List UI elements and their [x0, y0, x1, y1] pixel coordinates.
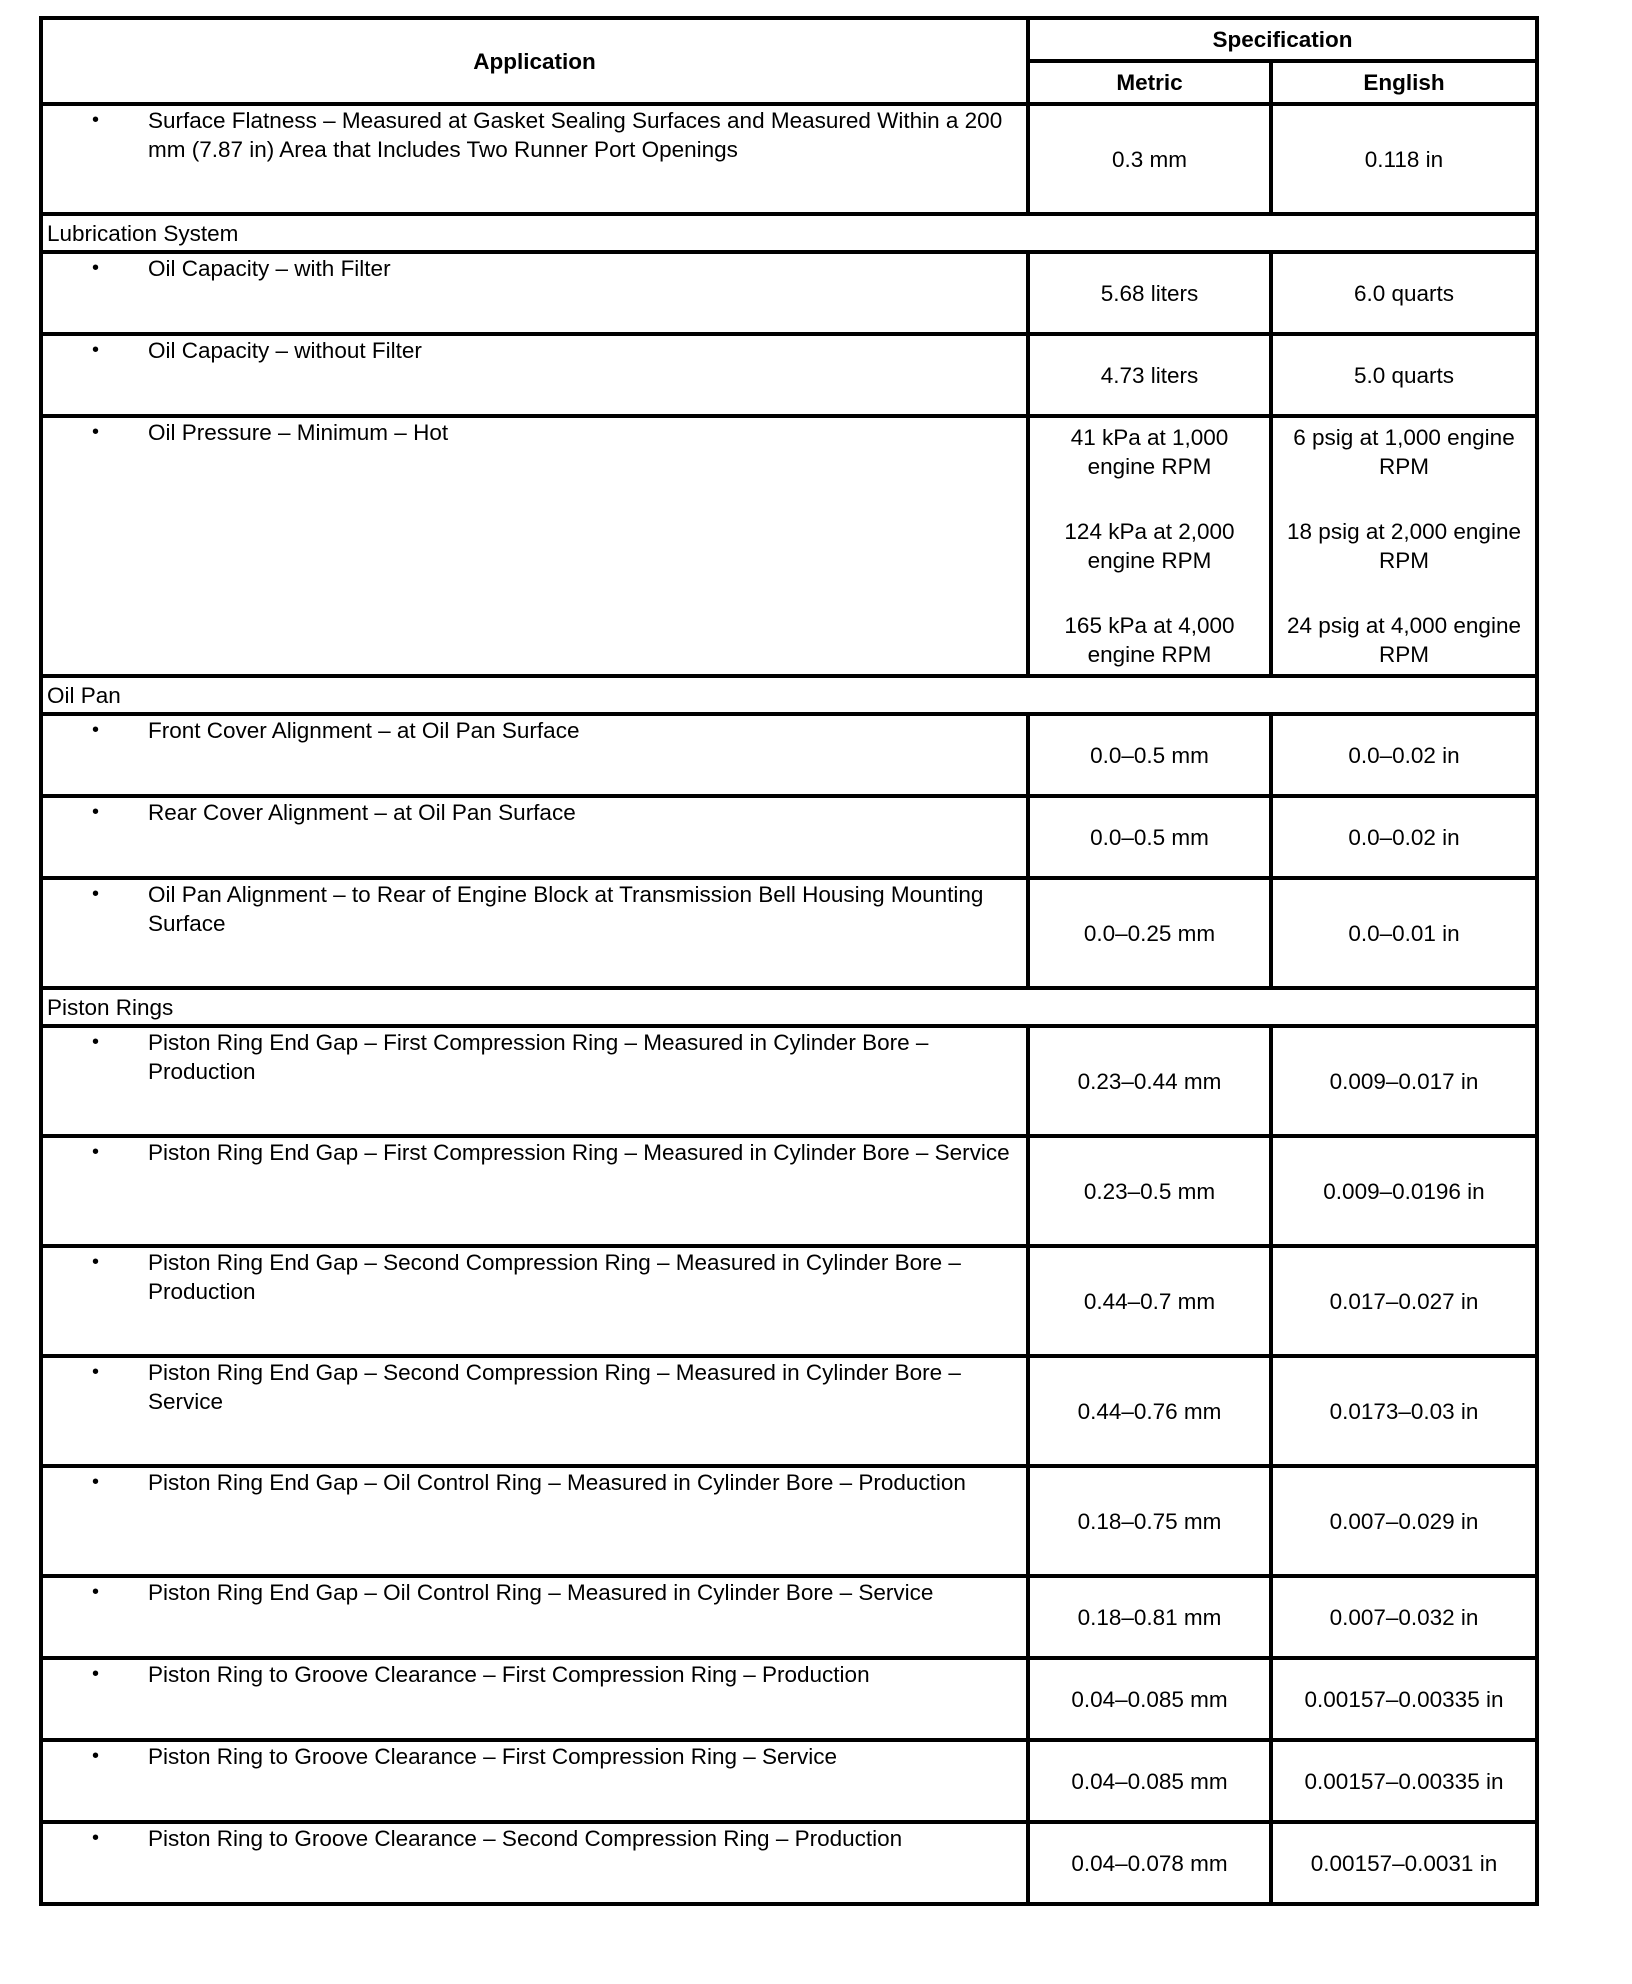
english-values	[1273, 141, 1535, 178]
bullet-icon: •	[91, 719, 99, 741]
english-value: 5.0 quarts	[1353, 362, 1455, 388]
english-values	[1273, 737, 1535, 774]
application-text: Rear Cover Alignment – at Oil Pan Surface	[148, 800, 576, 825]
application-text: Surface Flatness – Measured at Gasket Sealing Surfaces and Measured Within a 200 mm (7.87 in) Area that Includes Two Runner Port Openings	[148, 108, 1003, 162]
english-values	[1273, 1503, 1535, 1540]
metric-values	[1030, 419, 1269, 673]
english-cell	[1271, 416, 1537, 676]
english-values	[1273, 275, 1535, 312]
metric-value: 41 kPa at 1,000 engine RPM	[1070, 425, 1229, 479]
metric-cell	[1028, 334, 1271, 416]
metric-value: 0.23–0.5 mm	[1083, 1178, 1216, 1204]
spec-row	[41, 1740, 1537, 1822]
list-item	[43, 1468, 1026, 1497]
application-cell	[41, 334, 1028, 416]
english-cell	[1271, 878, 1537, 988]
metric-cell	[1028, 1356, 1271, 1466]
english-cell	[1271, 714, 1537, 796]
metric-value: 124 kPa at 2,000 engine RPM	[1064, 519, 1235, 573]
metric-value: 0.44–0.7 mm	[1083, 1288, 1216, 1314]
metric-values	[1030, 1283, 1269, 1320]
metric-cell	[1028, 252, 1271, 334]
application-cell	[41, 1466, 1028, 1576]
english-cell	[1271, 1356, 1537, 1466]
header-row	[41, 18, 1537, 61]
section-title: Piston Rings	[41, 988, 1537, 1026]
english-cell	[1271, 1740, 1537, 1822]
metric-values	[1030, 357, 1269, 394]
metric-value: 0.23–0.44 mm	[1077, 1068, 1222, 1094]
application-text: Piston Ring to Groove Clearance – Second Compression Ring – Production	[148, 1826, 903, 1851]
english-cell	[1271, 334, 1537, 416]
section-title: Lubrication System	[41, 214, 1537, 252]
list-item	[43, 798, 1026, 827]
bullet-icon: •	[91, 1251, 99, 1273]
application-text: Piston Ring End Gap – Oil Control Ring – Measured in Cylinder Bore – Service	[148, 1580, 934, 1605]
list-item	[43, 106, 1026, 164]
application-cell	[41, 1026, 1028, 1136]
application-text: Oil Capacity – without Filter	[148, 338, 422, 363]
list-item	[43, 418, 1026, 447]
metric-cell	[1028, 714, 1271, 796]
english-value: 0.009–0.0196 in	[1323, 1178, 1485, 1204]
metric-value: 0.0–0.5 mm	[1090, 742, 1209, 768]
english-cell	[1271, 1658, 1537, 1740]
section-row	[41, 988, 1537, 1026]
spec-row	[41, 1136, 1537, 1246]
bullet-icon: •	[91, 1827, 99, 1849]
application-text: Piston Ring End Gap – Second Compression Ring – Measured in Cylinder Bore – Production	[148, 1250, 961, 1304]
list-item	[43, 1824, 1026, 1853]
spec-row	[41, 104, 1537, 214]
application-cell	[41, 104, 1028, 214]
list-item	[43, 1578, 1026, 1607]
application-cell	[41, 416, 1028, 676]
application-cell	[41, 796, 1028, 878]
application-cell	[41, 1576, 1028, 1658]
bullet-icon: •	[91, 1361, 99, 1383]
metric-values	[1030, 1845, 1269, 1882]
english-value: 0.0–0.01 in	[1348, 920, 1460, 946]
metric-values	[1030, 141, 1269, 178]
application-cell	[41, 1822, 1028, 1904]
english-values	[1273, 1599, 1535, 1636]
bullet-icon: •	[91, 1663, 99, 1685]
english-values	[1273, 419, 1535, 673]
spec-row	[41, 1026, 1537, 1136]
spec-row	[41, 796, 1537, 878]
bullet-icon: •	[91, 109, 99, 131]
spec-row	[41, 1576, 1537, 1658]
english-value: 0.0–0.02 in	[1348, 742, 1460, 768]
list-item	[43, 1742, 1026, 1771]
english-cell	[1271, 1026, 1537, 1136]
metric-values	[1030, 1763, 1269, 1800]
metric-values	[1030, 1063, 1269, 1100]
english-values	[1273, 1681, 1535, 1718]
metric-cell	[1028, 1026, 1271, 1136]
metric-header: Metric	[1028, 61, 1271, 104]
english-cell	[1271, 796, 1537, 878]
application-text: Piston Ring End Gap – Oil Control Ring – Measured in Cylinder Bore – Production	[148, 1470, 966, 1495]
english-value: 0.007–0.029 in	[1329, 1508, 1479, 1534]
specification-body	[41, 104, 1537, 1904]
metric-cell	[1028, 1822, 1271, 1904]
list-item	[43, 1248, 1026, 1306]
application-text: Piston Ring to Groove Clearance – First Compression Ring – Production	[148, 1662, 870, 1687]
bullet-icon: •	[91, 801, 99, 823]
application-text: Piston Ring End Gap – First Compression Ring – Measured in Cylinder Bore – Production	[148, 1030, 929, 1084]
spec-row	[41, 714, 1537, 796]
english-header: English	[1271, 61, 1537, 104]
english-value: 0.0173–0.03 in	[1329, 1398, 1479, 1424]
metric-values	[1030, 1599, 1269, 1636]
metric-values	[1030, 1681, 1269, 1718]
spec-row	[41, 1246, 1537, 1356]
metric-cell	[1028, 104, 1271, 214]
english-value: 0.0–0.02 in	[1348, 824, 1460, 850]
spec-row	[41, 1356, 1537, 1466]
metric-value: 0.18–0.81 mm	[1077, 1604, 1222, 1630]
metric-value: 0.0–0.5 mm	[1090, 824, 1209, 850]
english-cell	[1271, 1466, 1537, 1576]
english-value: 24 psig at 4,000 engine RPM	[1287, 613, 1521, 667]
application-cell	[41, 252, 1028, 334]
english-values	[1273, 1283, 1535, 1320]
application-text: Oil Pan Alignment – to Rear of Engine Block at Transmission Bell Housing Mounting Surface	[148, 882, 984, 936]
application-cell	[41, 1136, 1028, 1246]
spec-row	[41, 1822, 1537, 1904]
section-row	[41, 214, 1537, 252]
spec-row	[41, 416, 1537, 676]
english-cell	[1271, 252, 1537, 334]
metric-values	[1030, 275, 1269, 312]
metric-cell	[1028, 1576, 1271, 1658]
metric-value: 0.04–0.085 mm	[1071, 1768, 1228, 1794]
metric-value: 165 kPa at 4,000 engine RPM	[1064, 613, 1235, 667]
spec-row	[41, 1658, 1537, 1740]
metric-values	[1030, 1503, 1269, 1540]
english-value: 6.0 quarts	[1353, 280, 1455, 306]
english-cell	[1271, 1576, 1537, 1658]
application-text: Oil Capacity – with Filter	[148, 256, 391, 281]
application-cell	[41, 1658, 1028, 1740]
english-values	[1273, 1393, 1535, 1430]
metric-value: 0.0–0.25 mm	[1083, 920, 1216, 946]
metric-cell	[1028, 1136, 1271, 1246]
english-values	[1273, 1763, 1535, 1800]
list-item	[43, 880, 1026, 938]
application-cell	[41, 1740, 1028, 1822]
application-cell	[41, 1356, 1028, 1466]
english-values	[1273, 1063, 1535, 1100]
bullet-icon: •	[91, 1141, 99, 1163]
application-cell	[41, 714, 1028, 796]
english-value: 0.007–0.032 in	[1329, 1604, 1479, 1630]
list-item	[43, 1138, 1026, 1167]
english-value: 0.017–0.027 in	[1329, 1288, 1479, 1314]
list-item	[43, 1028, 1026, 1086]
metric-value: 0.04–0.085 mm	[1071, 1686, 1228, 1712]
application-text: Piston Ring to Groove Clearance – First Compression Ring – Service	[148, 1744, 838, 1769]
metric-value: 5.68 liters	[1100, 280, 1199, 306]
english-values	[1273, 1845, 1535, 1882]
metric-value: 0.04–0.078 mm	[1071, 1850, 1228, 1876]
metric-value: 0.3 mm	[1111, 146, 1187, 172]
english-value: 18 psig at 2,000 engine RPM	[1287, 519, 1521, 573]
list-item	[43, 716, 1026, 745]
english-cell	[1271, 1822, 1537, 1904]
metric-cell	[1028, 1246, 1271, 1356]
metric-cell	[1028, 1466, 1271, 1576]
bullet-icon: •	[91, 257, 99, 279]
english-values	[1273, 819, 1535, 856]
bullet-icon: •	[91, 1031, 99, 1053]
spec-row	[41, 334, 1537, 416]
spec-row	[41, 252, 1537, 334]
bullet-icon: •	[91, 1745, 99, 1767]
list-item	[43, 1358, 1026, 1416]
section-title: Oil Pan	[41, 676, 1537, 714]
english-value: 6 psig at 1,000 engine RPM	[1293, 425, 1515, 479]
application-cell	[41, 1246, 1028, 1356]
spec-row	[41, 1466, 1537, 1576]
list-item	[43, 254, 1026, 283]
bullet-icon: •	[91, 883, 99, 905]
english-value: 0.00157–0.00335 in	[1304, 1686, 1504, 1712]
application-header: Application	[41, 18, 1028, 104]
application-text: Oil Pressure – Minimum – Hot	[148, 420, 449, 445]
metric-value: 4.73 liters	[1100, 362, 1199, 388]
english-values	[1273, 357, 1535, 394]
english-value: 0.118 in	[1364, 146, 1444, 172]
english-value: 0.00157–0.0031 in	[1310, 1850, 1498, 1876]
english-values	[1273, 915, 1535, 952]
bullet-icon: •	[91, 1581, 99, 1603]
bullet-icon: •	[91, 421, 99, 443]
metric-cell	[1028, 878, 1271, 988]
metric-value: 0.18–0.75 mm	[1077, 1508, 1222, 1534]
english-values	[1273, 1173, 1535, 1210]
application-cell	[41, 878, 1028, 988]
application-text: Front Cover Alignment – at Oil Pan Surface	[148, 718, 580, 743]
specification-header: Specification	[1028, 18, 1537, 61]
metric-values	[1030, 737, 1269, 774]
application-text: Piston Ring End Gap – First Compression Ring – Measured in Cylinder Bore – Service	[148, 1140, 1010, 1165]
list-item	[43, 1660, 1026, 1689]
metric-cell	[1028, 1740, 1271, 1822]
spec-row	[41, 878, 1537, 988]
metric-cell	[1028, 416, 1271, 676]
english-cell	[1271, 1136, 1537, 1246]
metric-values	[1030, 915, 1269, 952]
english-value: 0.00157–0.00335 in	[1304, 1768, 1504, 1794]
metric-cell	[1028, 796, 1271, 878]
metric-values	[1030, 1173, 1269, 1210]
metric-values	[1030, 1393, 1269, 1430]
metric-value: 0.44–0.76 mm	[1077, 1398, 1222, 1424]
metric-cell	[1028, 1658, 1271, 1740]
metric-values	[1030, 819, 1269, 856]
specification-table	[39, 16, 1539, 1906]
english-cell	[1271, 1246, 1537, 1356]
bullet-icon: •	[91, 1471, 99, 1493]
section-row	[41, 676, 1537, 714]
bullet-icon: •	[91, 339, 99, 361]
english-cell	[1271, 104, 1537, 214]
english-value: 0.009–0.017 in	[1329, 1068, 1479, 1094]
list-item	[43, 336, 1026, 365]
application-text: Piston Ring End Gap – Second Compression Ring – Measured in Cylinder Bore – Service	[148, 1360, 961, 1414]
